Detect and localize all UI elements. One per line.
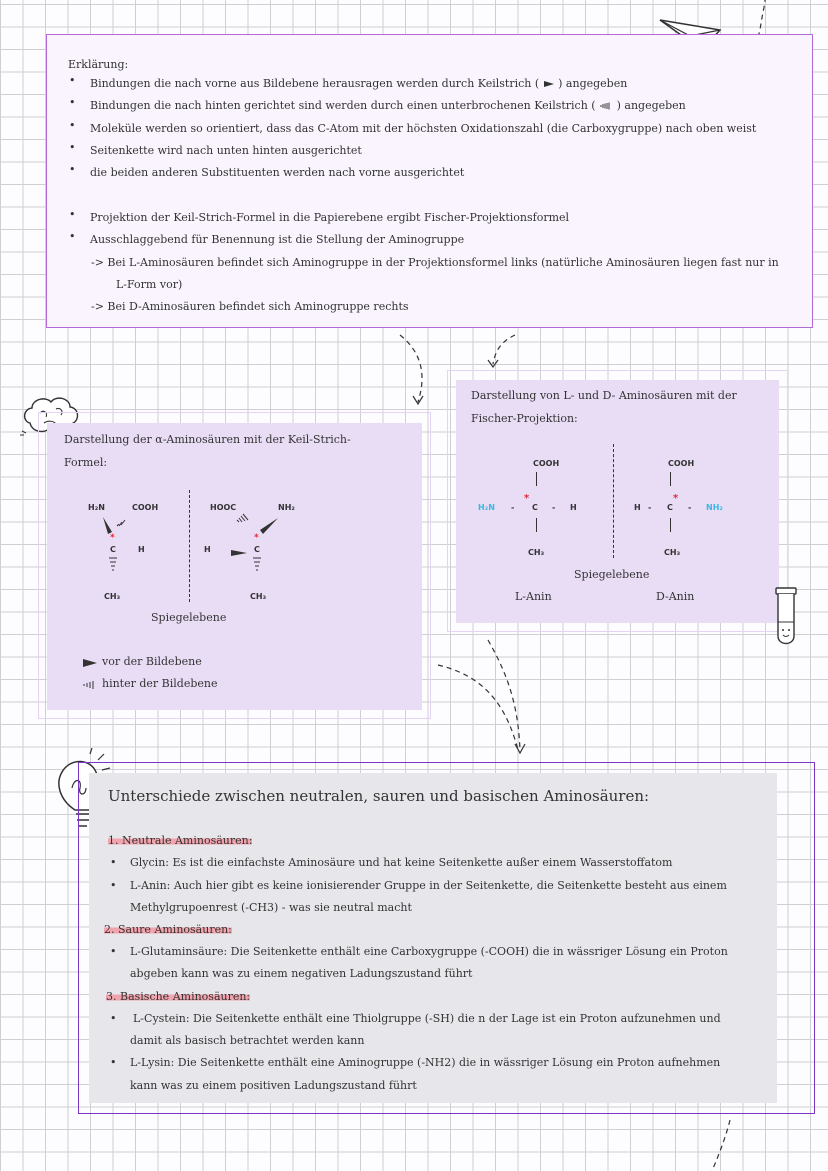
wedge-left-h: H	[138, 545, 145, 554]
acidic-heading: 2. Saure Aminosäuren:	[104, 923, 232, 936]
basic-heading: 3. Basische Aminosäuren:	[106, 990, 251, 1003]
legend-back: hinter der Bildebene	[102, 677, 218, 690]
bond-line	[670, 518, 671, 532]
mirror-plane-line	[189, 490, 190, 602]
explanation-bullet-4: Seitenkette wird nach unten hinten ausgerichtet	[90, 144, 362, 157]
fischer-mirror-label: Spiegelebene	[574, 568, 650, 581]
explanation-bullet-2: Bindungen die nach hinten gerichtet sind werden durch einen unterbrochenen Keilstrich ( ) angegeben	[90, 99, 686, 112]
explanation-sub-d: -> Bei D-Aminosäuren befindet sich Aminogruppe rechts	[91, 300, 409, 313]
bullet-dot: •	[110, 1012, 117, 1025]
wedge-left-c: C	[110, 545, 116, 554]
solid-wedge-icon	[543, 80, 555, 88]
hashed-wedge-icon	[82, 680, 98, 690]
fischer-d-cooh: COOH	[668, 459, 695, 468]
wedge-right-nh2: NH₂	[278, 503, 295, 512]
bond-dash: -	[648, 503, 652, 512]
differences-title: Unterschiede zwischen neutralen, sauren und basischen Aminosäuren:	[108, 787, 650, 805]
bullet-dot: •	[69, 96, 76, 109]
fischer-l-ch3: CH₃	[528, 548, 545, 557]
basic-lysin-cont: kann was zu einem positiven Ladungszustand führt	[130, 1079, 417, 1092]
bullet-dot: •	[69, 141, 76, 154]
wedge-left-nh2: H₂N	[88, 503, 105, 512]
fischer-d-name: D-Anin	[656, 590, 695, 603]
bond-line	[536, 518, 537, 532]
bullet-dot: •	[110, 945, 117, 958]
bullet-dot: •	[69, 74, 76, 87]
mirror-plane-line	[613, 444, 614, 558]
wedge-left-cooh: COOH	[132, 503, 159, 512]
hashed-wedge-icon	[599, 102, 613, 110]
bullet-dot: •	[69, 208, 76, 221]
legend-front: vor der Bildebene	[102, 655, 202, 668]
fischer-d-h: H	[634, 503, 641, 512]
basic-cystein-cont: damit als basisch betrachtet werden kann	[130, 1034, 365, 1047]
explanation-bullet-3: Moleküle werden so orientiert, dass das C-Atom mit der höchsten Oxidationszahl (die Carboxygruppe) nach oben weist	[90, 122, 757, 135]
explanation-bullet-1: Bindungen die nach vorne aus Bildebene herausragen werden durch Keilstrich ( ) angegeben	[90, 77, 628, 90]
chiral-star: *	[524, 493, 530, 504]
bond-dash: -	[511, 503, 515, 512]
bullet-dot: •	[110, 856, 117, 869]
fischer-l-c: C	[532, 503, 538, 512]
neutral-alanin-cont: Methylgrupoenrest (-CH3) - was sie neutral macht	[130, 901, 412, 914]
wedge-right-ch3: CH₃	[250, 592, 267, 601]
neutral-alanin: L-Anin: Auch hier gibt es keine ionisierender Gruppe in der Seitenkette, die Seitenkette besteht aus einem	[130, 879, 727, 892]
fischer-l-nh2: H₂N	[478, 503, 495, 512]
wedge-left-ch3: CH₃	[104, 592, 121, 601]
acidic-glutamine: L-Glutaminsäure: Die Seitenkette enthält eine Carboxygruppe (-COOH) die in wässriger Lösung ein Proton	[130, 945, 728, 958]
wedge-panel-title: Darstellung der α-Aminosäuren mit der Keil-Strich- Formel:	[64, 433, 351, 469]
chiral-star: *	[254, 533, 259, 543]
bond-line	[670, 472, 671, 486]
bullet-dot: •	[69, 163, 76, 176]
acidic-glutamine-cont: abgeben kann was zu einem negativen Ladungszustand führt	[130, 967, 473, 980]
wedge-right-c: C	[254, 545, 260, 554]
wedge-right-hooc: HOOC	[210, 503, 237, 512]
explanation-bullet-5: die beiden anderen Substituenten werden nach vorne ausgerichtet	[90, 166, 465, 179]
chiral-star: *	[110, 533, 115, 543]
bullet-dot: •	[110, 1056, 117, 1069]
test-tube-icon	[768, 584, 804, 650]
fischer-d-c: C	[667, 503, 673, 512]
basic-lysin: L-Lysin: Die Seitenkette enthält eine Aminogruppe (-NH2) die in wässriger Lösung ein Proton aufnehmen	[130, 1056, 721, 1069]
fischer-panel-title: Darstellung von L- und D- Aminosäuren mit der Fischer-Projektion:	[471, 389, 737, 425]
explanation-sub-l: -> Bei L-Aminosäuren befindet sich Aminogruppe in der Projektionsformel links (natürliche Aminosäuren liegen fast nur in	[91, 256, 779, 269]
bullet-dot: •	[69, 119, 76, 132]
bond-dash: -	[552, 503, 556, 512]
bond-line	[536, 472, 537, 486]
explanation-sub-l-cont: L-Form vor)	[116, 278, 183, 291]
neutral-glycin: Glycin: Es ist die einfachste Aminosäure und hat keine Seitenkette außer einem Wasserstoffatom	[130, 856, 673, 869]
basic-cystein: L-Cystein: Die Seitenkette enthält eine Thiolgruppe (-SH) die n der Lage ist ein Proton aufzunehmen und	[133, 1012, 721, 1025]
bottom-dashed-trail	[700, 1118, 740, 1171]
fischer-l-name: L-Anin	[515, 590, 552, 603]
explanation-bullet-6: Projektion der Keil-Strich-Formel in die Papierebene ergibt Fischer-Projektionsformel	[90, 211, 570, 224]
wedge-right-h: H	[204, 545, 211, 554]
fischer-d-ch3: CH₃	[664, 548, 681, 557]
wedge-right-bonds	[215, 512, 285, 592]
explanation-bullet-7: Ausschlaggebend für Benennung ist die Stellung der Aminogruppe	[90, 233, 465, 246]
fischer-l-cooh: COOH	[533, 459, 560, 468]
bond-dash: -	[688, 503, 692, 512]
bullet-dot: •	[110, 879, 117, 892]
wedge-left-bonds	[95, 512, 140, 592]
wedge-mirror-label: Spiegelebene	[151, 611, 227, 624]
chiral-star: *	[673, 493, 679, 504]
bullet-dot: •	[69, 230, 76, 243]
explanation-title: Erklärung:	[68, 58, 129, 71]
solid-wedge-icon	[82, 658, 98, 668]
fischer-d-nh2: NH₂	[706, 503, 723, 512]
fischer-l-h: H	[570, 503, 577, 512]
neutral-heading: 1. Neutrale Aminosäuren:	[108, 834, 253, 847]
